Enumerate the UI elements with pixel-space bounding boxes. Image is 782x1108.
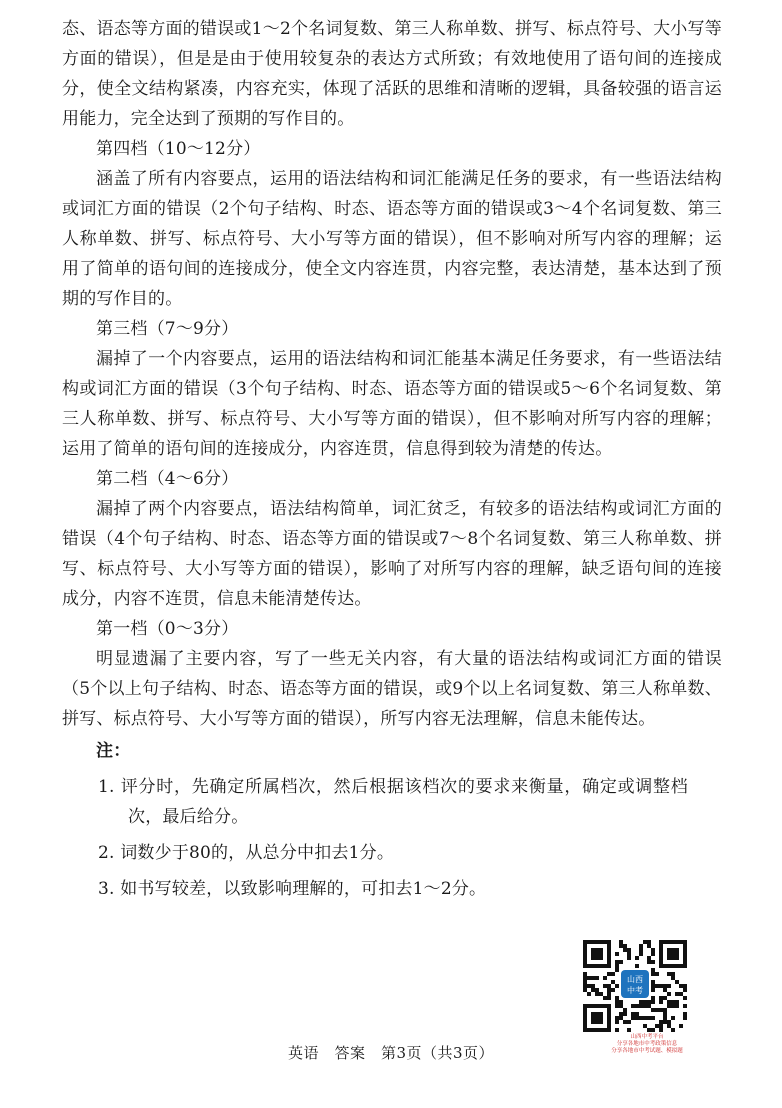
qr-module (615, 1000, 619, 1004)
qr-module (611, 972, 615, 976)
qr-module (639, 1016, 643, 1020)
qr-module (627, 956, 631, 960)
qr-module (659, 1000, 663, 1004)
qr-module (587, 992, 591, 996)
qr-module (631, 1016, 635, 1020)
qr-module (619, 940, 623, 944)
band-2-text: 漏掉了两个内容要点，语法结构简单，词汇贫乏，有较多的语法结构或词汇方面的错误（4个句子结构、时态、语态等方面的错误或7～8个名词复数、第三人称单数、拼写、标点符号、大小写等方面的错误），影响了对所写内容的理解，缺乏语句间的连接成分，内容不连贯，信息未能清楚传达。 (62, 499, 722, 609)
qr-module (651, 968, 655, 972)
qr-module (679, 1024, 683, 1028)
qr-module (651, 948, 655, 952)
qr-module (683, 984, 687, 988)
qr-module (647, 940, 651, 944)
qr-module (587, 984, 591, 988)
qr-module (615, 964, 619, 968)
qr-module (659, 1008, 663, 1012)
qr-module (663, 996, 667, 1000)
band-3-text: 漏掉了一个内容要点，运用的语法结构和词汇能基本满足任务要求，有一些语法结构或词汇方面的错误（3个句子结构、时态、语态等方面的错误或5～6个名词复数、第三人称单数、拼写、标点符号、大小写等方面的错误），但不影响对所写内容的理解；运用了简单的语句间的连接成分，内容连贯，信息得到较为清楚的传达。 (62, 349, 722, 459)
qr-module (603, 976, 607, 980)
qr-module (647, 1028, 651, 1032)
qr-module (639, 1000, 643, 1004)
qr-module (591, 984, 595, 988)
qr-module (611, 988, 615, 992)
qr-module (623, 944, 627, 948)
qr-module (623, 948, 627, 952)
qr-module (611, 980, 615, 984)
qr-module (675, 1000, 679, 1004)
qr-module (647, 1000, 651, 1004)
qr-module (651, 1016, 655, 1020)
qr-module (615, 960, 619, 964)
qr-module (595, 976, 599, 980)
qr-module (615, 984, 619, 988)
qr-module (647, 956, 651, 960)
qr-module (623, 1008, 627, 1012)
qr-module (683, 1016, 687, 1020)
qr-module (607, 988, 611, 992)
qr-module (639, 952, 643, 956)
page-footer: 英语 答案 第3页（共3页） (287, 1044, 495, 1062)
qr-module (651, 996, 655, 1000)
qr-module (615, 1028, 619, 1032)
band-1-title: 第一档（0～3分） (96, 619, 239, 639)
qr-module (627, 1028, 631, 1032)
qr-module (675, 1004, 679, 1008)
qr-module (619, 944, 623, 948)
qr-module (615, 1020, 619, 1024)
qr-module (623, 1012, 627, 1016)
qr-module (635, 1012, 639, 1016)
qr-module (643, 940, 647, 944)
qr-module (627, 948, 631, 952)
qr-module (667, 1024, 671, 1028)
qr-module (667, 1004, 671, 1008)
qr-module (671, 976, 675, 980)
qr-module (663, 988, 667, 992)
qr-module (659, 996, 663, 1000)
qr-module (651, 952, 655, 956)
qr-module (635, 964, 639, 968)
qr-module (659, 1024, 663, 1028)
note-item-1: 1. 评分时，先确定所属档次，然后根据该档次的要求来衡量，确定或调整档次，最后给分。 (98, 777, 688, 827)
band-3-title: 第三档（7～9分） (96, 319, 239, 339)
qr-module (583, 988, 587, 992)
qr-module (627, 952, 631, 956)
qr-module (655, 984, 659, 988)
qr-module (651, 960, 655, 964)
qr-module (591, 988, 595, 992)
qr-module (667, 1000, 671, 1004)
paragraph-intro: 态、语态等方面的错误或1～2个名词复数、第三人称单数、拼写、标点符号、大小写等方面的错误），但是是由于使用较复杂的表达方式所致；有效地使用了语句间的连接成分，使全文结构紧凑，内容充实，体现了活跃的思维和清晰的逻辑，具备较强的语言运用能力，完全达到了预期的写作目的。 (62, 19, 722, 129)
qr-module (651, 980, 655, 984)
qr-module (667, 1020, 671, 1024)
qr-module (651, 972, 655, 976)
qr-badge-text-top: 山西 (627, 975, 643, 984)
qr-module (643, 1004, 647, 1008)
qr-module (583, 980, 587, 984)
qr-module (671, 1004, 675, 1008)
qr-module (659, 1020, 663, 1024)
qr-code[interactable] (583, 940, 687, 1032)
qr-module (635, 956, 639, 960)
qr-module (655, 1008, 659, 1012)
qr-module (671, 972, 675, 976)
qr-module (667, 984, 671, 988)
qr-module (679, 984, 683, 988)
qr-module (651, 988, 655, 992)
qr-module (607, 996, 611, 1000)
qr-module (671, 1000, 675, 1004)
qr-module (639, 944, 643, 948)
qr-module (631, 1004, 635, 1008)
qr-module (651, 984, 655, 988)
qr-module (635, 1004, 639, 1008)
qr-module (659, 1028, 663, 1032)
qr-module (619, 960, 623, 964)
qr-module (607, 984, 611, 988)
qr-code-icon (583, 940, 687, 1032)
qr-module (615, 1004, 619, 1008)
qr-module (599, 992, 603, 996)
band-4-text: 涵盖了所有内容要点，运用的语法结构和词汇能满足任务的要求，有一些语法结构或词汇方面的错误（2个句子结构、时态、语态等方面的错误或3～4个名词复数、第三人称单数、拼写、标点符号、大小写等方面的错误），但不影响对所写内容的理解；运用了简单的语句间的连接成分，使全文内容连贯，内容完整，表达清楚，基本达到了预期的写作目的。 (62, 169, 722, 309)
qr-module (643, 1000, 647, 1004)
qr-module (591, 976, 595, 980)
band-1-text: 明显遗漏了主要内容，写了一些无关内容，有大量的语法结构或词汇方面的错误（5个以上句子结构、时态、语态等方面的错误，或9个以上名词复数、第三人称单数、拼写、标点符号、大小写等方面的错误），所写内容无法理解，信息未能传达。 (62, 649, 722, 729)
band-2-title: 第二档（4～6分） (96, 469, 239, 489)
qr-module (619, 1012, 623, 1016)
note-item-3: 3. 如书写较差，以致影响理解的，可扣去1～2分。 (98, 879, 487, 899)
qr-module (659, 984, 663, 988)
qr-module (587, 976, 591, 980)
qr-module (683, 988, 687, 992)
qr-module (651, 1000, 655, 1004)
qr-module (663, 1012, 667, 1016)
qr-module (675, 992, 679, 996)
qr-module (639, 1004, 643, 1008)
qr-module (643, 1024, 647, 1028)
qr-module (615, 968, 619, 972)
qr-module (607, 992, 611, 996)
qr-module (683, 1004, 687, 1008)
qr-caption-line-3: 分享各地市中考试题、模拟题 (611, 1048, 683, 1054)
qr-module (651, 1028, 655, 1032)
qr-module (647, 944, 651, 948)
qr-module (615, 996, 619, 1000)
qr-module (667, 992, 671, 996)
qr-module (663, 1016, 667, 1020)
qr-module (639, 948, 643, 952)
qr-module (675, 980, 679, 984)
qr-module (627, 1020, 631, 1024)
qr-module (671, 1016, 675, 1020)
qr-module (595, 992, 599, 996)
qr-module (679, 992, 683, 996)
qr-caption-line-1: 山西中考平台 (630, 1034, 664, 1040)
qr-module (663, 984, 667, 988)
qr-module (667, 972, 671, 976)
qr-module (619, 1000, 623, 1004)
qr-module (647, 1004, 651, 1008)
qr-badge-text-bottom: 中考 (627, 986, 643, 995)
qr-module (655, 1024, 659, 1028)
qr-module (671, 1028, 675, 1032)
qr-module (583, 984, 587, 988)
qr-module (623, 1020, 627, 1024)
qr-module (607, 972, 611, 976)
qr-module (651, 1008, 655, 1012)
qr-module (583, 972, 587, 976)
qr-module (603, 996, 607, 1000)
qr-module (615, 1016, 619, 1020)
qr-module (683, 996, 687, 1000)
qr-module (595, 988, 599, 992)
notes-title: 注： (96, 741, 131, 761)
qr-module (647, 960, 651, 964)
qr-module (683, 1012, 687, 1016)
qr-module (619, 1004, 623, 1008)
qr-module (603, 984, 607, 988)
qr-module (631, 1012, 635, 1016)
note-item-2: 2. 词数少于80的，从总分中扣去1分。 (98, 843, 395, 863)
qr-module (583, 976, 587, 980)
qr-module (663, 1008, 667, 1012)
document-body (62, 14, 722, 904)
band-4-title: 第四档（10～12分） (96, 139, 261, 159)
qr-module (615, 952, 619, 956)
qr-module (635, 1016, 639, 1020)
qr-module (643, 1016, 647, 1020)
qr-module (619, 1016, 623, 1020)
qr-module (655, 972, 659, 976)
qr-module (647, 1016, 651, 1020)
qr-caption-line-2: 分享各地市中考政策信息 (616, 1041, 678, 1047)
qr-module (663, 1020, 667, 1024)
